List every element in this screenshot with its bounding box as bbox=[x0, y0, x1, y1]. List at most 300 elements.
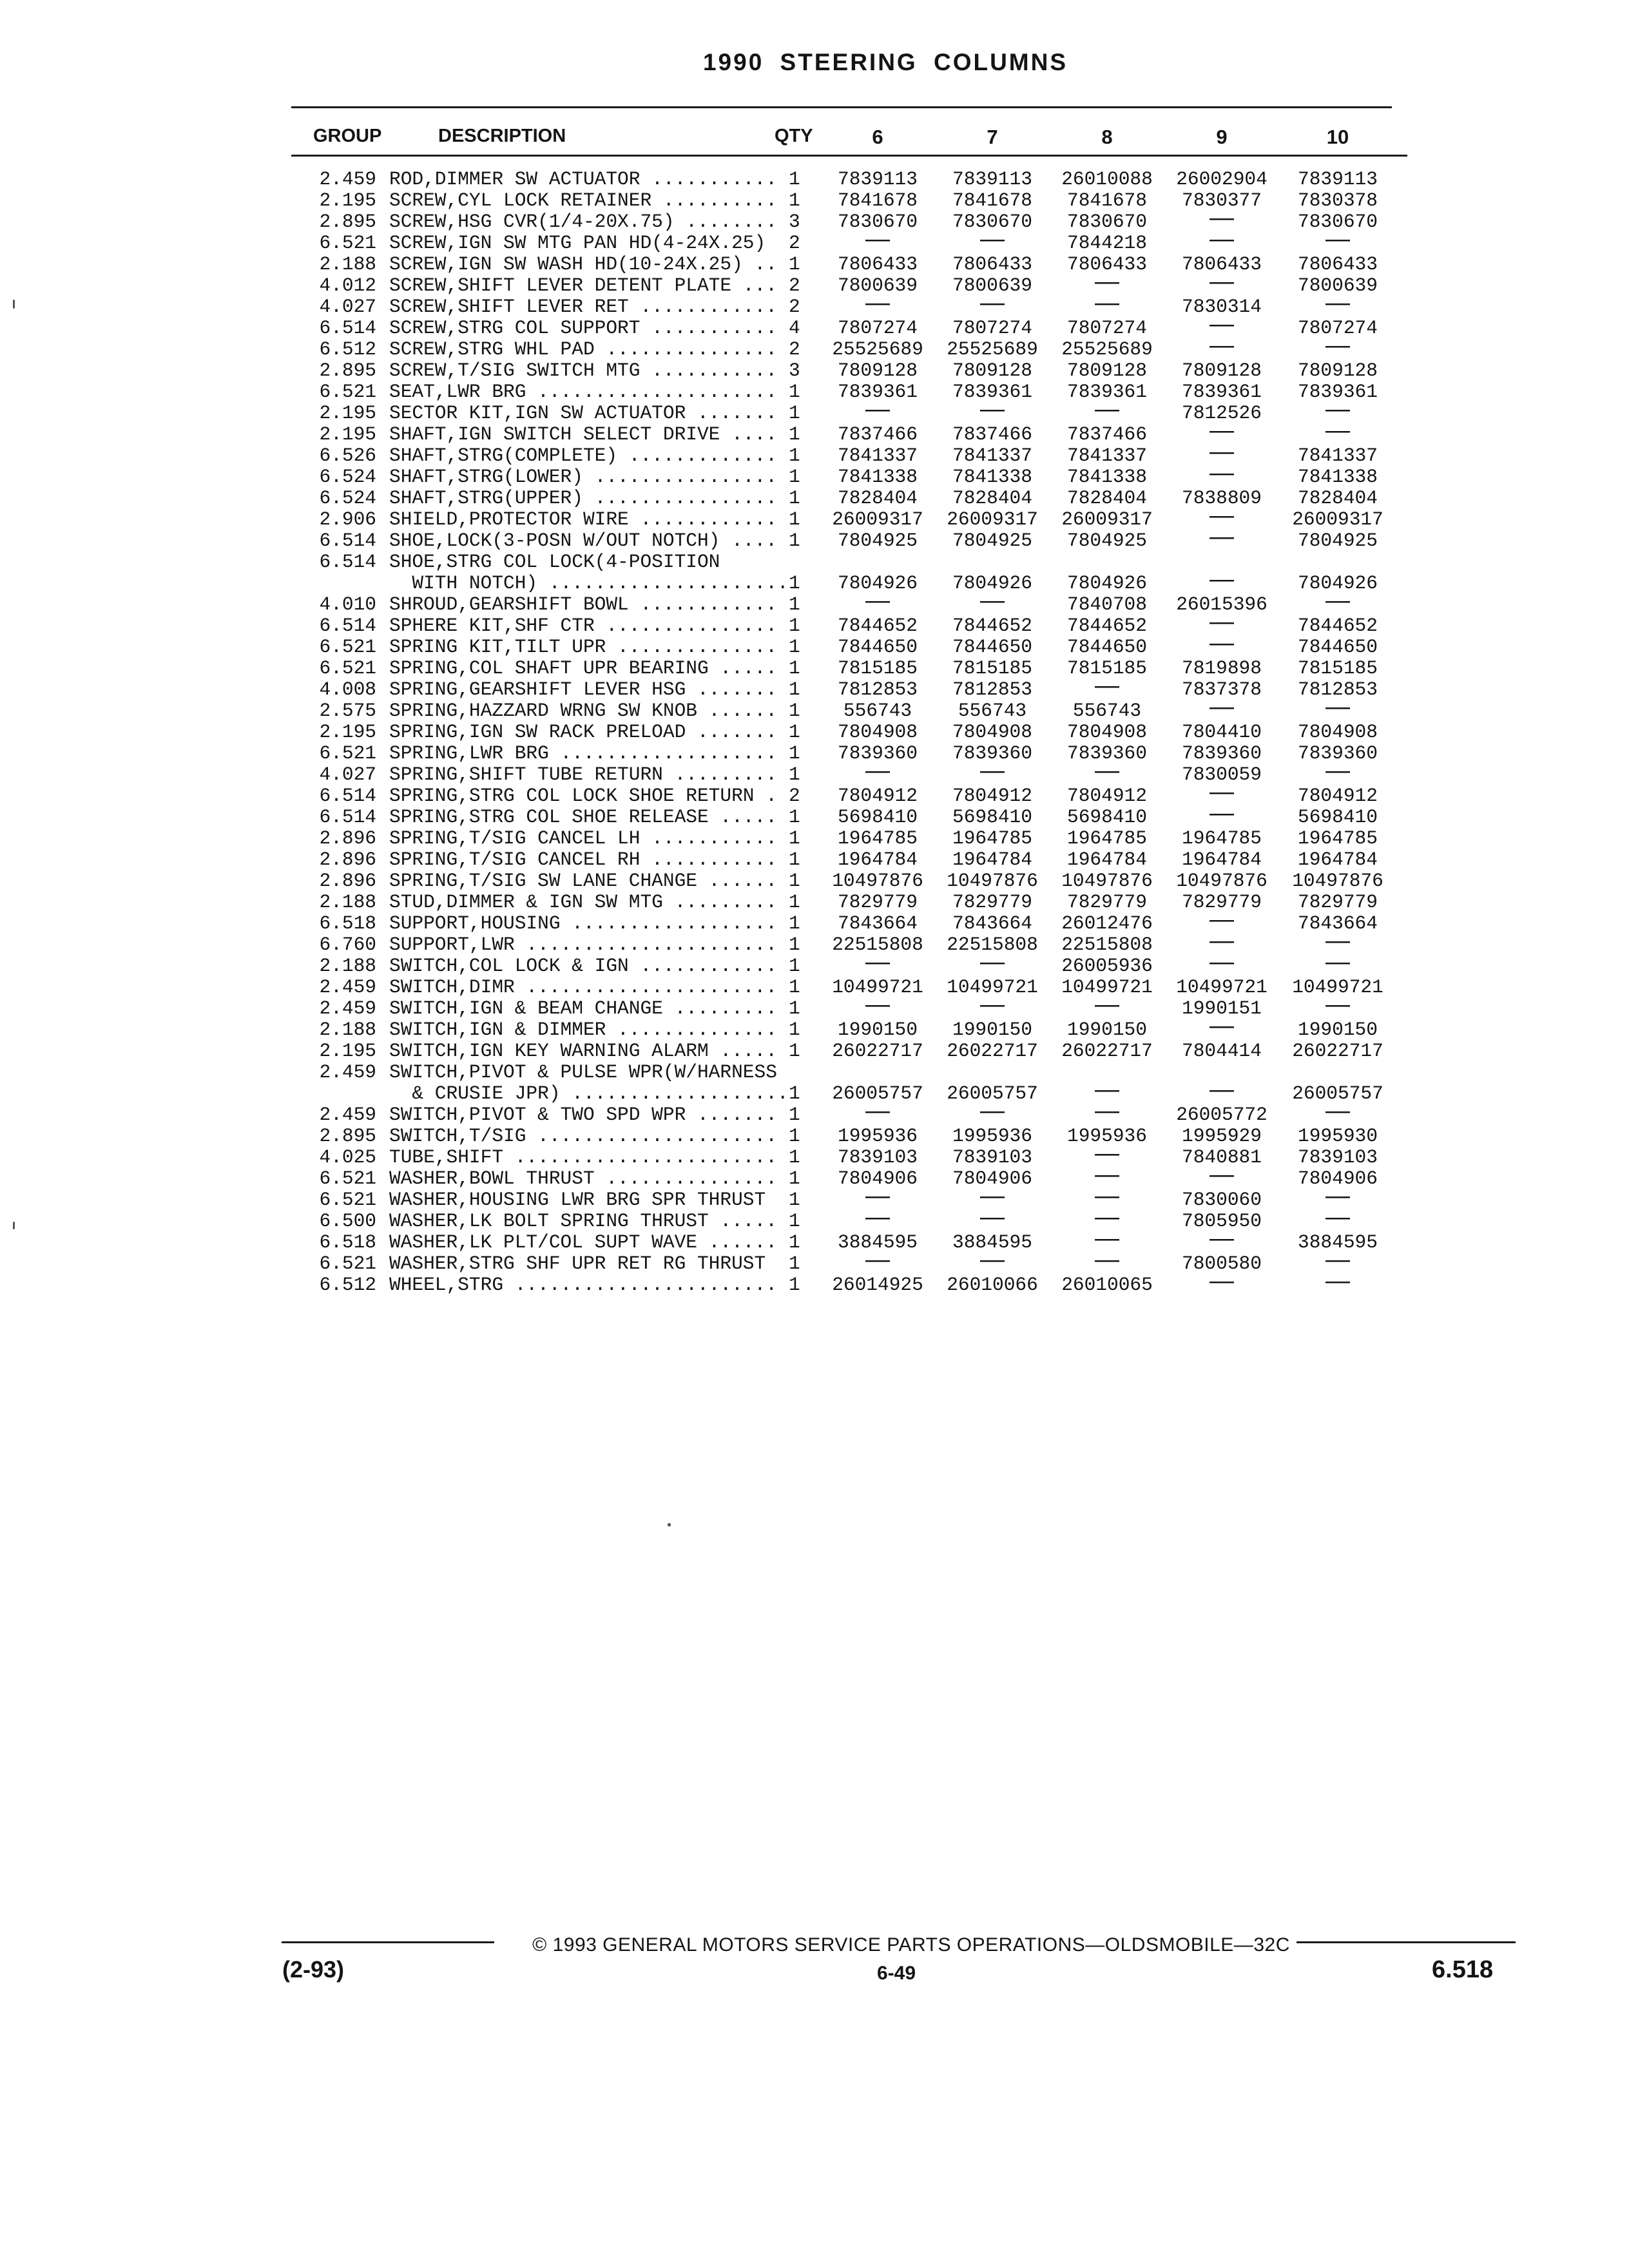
quantity: 1 bbox=[789, 508, 800, 530]
part-number-col-8: 7830670 bbox=[1067, 211, 1147, 233]
part-number-col-9: — bbox=[1210, 311, 1234, 338]
table-row bbox=[0, 1140, 1629, 1168]
group-number: 2.188 bbox=[319, 955, 376, 977]
part-number-col-7: 7837466 bbox=[952, 423, 1032, 445]
part-number-col-9: 7840881 bbox=[1182, 1146, 1262, 1168]
part-number-col-10: 7812853 bbox=[1298, 678, 1378, 700]
part-description: SWITCH,IGN KEY WARNING ALARM ..... bbox=[389, 1041, 777, 1062]
part-number-col-8: — bbox=[1095, 1161, 1119, 1188]
group-number: 6.512 bbox=[319, 338, 376, 360]
part-number-col-9: 7804410 bbox=[1182, 721, 1262, 743]
part-number-col-6: 7839113 bbox=[838, 168, 918, 190]
table-row bbox=[0, 552, 1629, 573]
part-number-col-10: — bbox=[1325, 693, 1350, 720]
table-row bbox=[0, 226, 1629, 254]
quantity: 1 bbox=[789, 1040, 800, 1062]
part-description: SCREW,T/SIG SWITCH MTG ........... bbox=[389, 360, 777, 381]
part-number-col-9: — bbox=[1210, 502, 1234, 529]
part-number-col-9: — bbox=[1210, 438, 1234, 465]
part-number-col-8: 7809128 bbox=[1067, 360, 1147, 381]
part-number-col-6: — bbox=[865, 396, 890, 423]
scan-speck bbox=[13, 300, 15, 309]
quantity: 1 bbox=[789, 678, 800, 700]
table-row bbox=[0, 658, 1629, 679]
page-title-text: 1990 STEERING COLUMNS bbox=[702, 49, 1068, 75]
part-number-col-8: 10499721 bbox=[1061, 976, 1153, 998]
group-number: 2.195 bbox=[319, 1040, 376, 1062]
part-number-col-8: 7804908 bbox=[1067, 721, 1147, 743]
part-number-col-10: 7804912 bbox=[1298, 785, 1378, 807]
part-number-col-7: — bbox=[980, 1097, 1005, 1124]
part-number-col-8: 7828404 bbox=[1067, 487, 1147, 509]
part-number-col-9: 7812526 bbox=[1182, 402, 1262, 424]
part-number-col-7: 7843664 bbox=[952, 912, 1032, 934]
part-number-col-7: 10497876 bbox=[947, 870, 1038, 892]
part-description: SPRING,SHIFT TUBE RETURN ......... bbox=[389, 764, 777, 785]
part-number-col-6: 7844650 bbox=[838, 636, 918, 658]
group-number: 2.895 bbox=[319, 1125, 376, 1147]
part-number-col-7: 10499721 bbox=[947, 976, 1038, 998]
quantity: 1 bbox=[789, 1189, 800, 1211]
part-number-col-6: 5698410 bbox=[838, 806, 918, 828]
part-number-col-6: 7837466 bbox=[838, 423, 918, 445]
table-row bbox=[0, 488, 1629, 509]
part-number-col-7: — bbox=[980, 948, 1005, 975]
group-number: 2.459 bbox=[319, 997, 376, 1019]
table-row bbox=[0, 800, 1629, 828]
group-number: 4.027 bbox=[319, 764, 376, 785]
quantity: 1 bbox=[789, 891, 800, 913]
part-number-col-7: — bbox=[980, 396, 1005, 423]
part-description: SHOE,LOCK(3-POSN W/OUT NOTCH) .... bbox=[389, 530, 777, 552]
part-number-col-7: 7806433 bbox=[952, 253, 1032, 275]
part-number-col-9: — bbox=[1210, 566, 1234, 593]
part-number-col-8: 7844652 bbox=[1067, 615, 1147, 637]
part-number-col-9: — bbox=[1210, 629, 1234, 657]
part-description: WHEEL,STRG ....................... bbox=[389, 1274, 777, 1296]
quantity: 1 bbox=[789, 402, 800, 424]
part-number-col-7: 7839113 bbox=[952, 168, 1032, 190]
part-number-col-8: 7841678 bbox=[1067, 189, 1147, 211]
part-number-col-10: 7841337 bbox=[1298, 445, 1378, 466]
part-number-col-7: 26022717 bbox=[947, 1040, 1038, 1062]
group-number: 4.008 bbox=[319, 678, 376, 700]
part-number-col-10: 26022717 bbox=[1292, 1040, 1383, 1062]
part-number-col-10: — bbox=[1325, 757, 1350, 784]
quantity: 1 bbox=[789, 827, 800, 849]
part-number-col-9: — bbox=[1210, 800, 1234, 827]
part-description: SCREW,HSG CVR(1/4-20X.75) ........ bbox=[389, 211, 777, 233]
group-number: 2.895 bbox=[319, 360, 376, 381]
part-number-col-7: 7804912 bbox=[952, 785, 1032, 807]
part-description: SWITCH,IGN & BEAM CHANGE ......... bbox=[389, 998, 777, 1019]
group-number: 6.514 bbox=[319, 551, 376, 573]
part-number-col-8: 10497876 bbox=[1061, 870, 1153, 892]
part-number-col-6: 1964784 bbox=[838, 849, 918, 870]
part-description: SECTOR KIT,IGN SW ACTUATOR ....... bbox=[389, 403, 777, 424]
group-number: 2.459 bbox=[319, 976, 376, 998]
part-number-col-6: 7804912 bbox=[838, 785, 918, 807]
part-description: SHAFT,STRG(UPPER) ................ bbox=[389, 488, 777, 509]
part-number-col-9: 1990151 bbox=[1182, 997, 1262, 1019]
part-number-col-7: 7828404 bbox=[952, 487, 1032, 509]
part-description: SPRING KIT,TILT UPR .............. bbox=[389, 637, 777, 658]
table-row bbox=[0, 1126, 1629, 1147]
quantity: 1 bbox=[789, 466, 800, 488]
part-number-col-7: — bbox=[980, 289, 1005, 316]
part-number-col-6: 7815185 bbox=[838, 657, 918, 679]
part-number-col-9: — bbox=[1210, 417, 1234, 444]
table-row bbox=[0, 381, 1629, 403]
part-description: SCREW,SHIFT LEVER RET ............ bbox=[389, 296, 777, 318]
part-number-col-10: 26009317 bbox=[1292, 508, 1383, 530]
group-number: 2.459 bbox=[319, 1104, 376, 1126]
part-number-col-8: 7839361 bbox=[1067, 381, 1147, 403]
group-number: 6.521 bbox=[319, 1189, 376, 1211]
group-number: 2.896 bbox=[319, 827, 376, 849]
part-number-col-8: — bbox=[1095, 1182, 1119, 1209]
table-row bbox=[0, 204, 1629, 233]
part-number-col-10: — bbox=[1325, 396, 1350, 423]
part-description: SHAFT,STRG(LOWER) ................ bbox=[389, 466, 777, 488]
scan-speck bbox=[13, 1222, 15, 1229]
part-number-col-6: 1964785 bbox=[838, 827, 918, 849]
table-row bbox=[0, 948, 1629, 977]
group-number: 6.521 bbox=[319, 657, 376, 679]
quantity: 1 bbox=[789, 912, 800, 934]
part-number-col-6: 3884595 bbox=[838, 1231, 918, 1253]
part-number-col-10: 7804926 bbox=[1298, 572, 1378, 594]
part-number-col-6: 7830670 bbox=[838, 211, 918, 233]
part-number-col-6: — bbox=[865, 757, 890, 784]
part-description: SCREW,STRG COL SUPPORT ........... bbox=[389, 318, 777, 339]
part-number-col-9: — bbox=[1210, 1267, 1234, 1294]
quantity: 1 bbox=[789, 1274, 800, 1296]
part-number-col-8: 7806433 bbox=[1067, 253, 1147, 275]
quantity: 1 bbox=[789, 572, 800, 594]
part-number-col-7: 7839103 bbox=[952, 1146, 1032, 1168]
part-number-col-7: — bbox=[980, 991, 1005, 1018]
part-description: WITH NOTCH) ..................... bbox=[389, 573, 789, 594]
part-number-col-9: 7806433 bbox=[1182, 253, 1262, 275]
part-number-col-8: 26010088 bbox=[1061, 168, 1153, 190]
part-number-col-9: — bbox=[1210, 778, 1234, 805]
table-row bbox=[0, 1062, 1629, 1083]
table-row bbox=[0, 977, 1629, 998]
part-number-col-6: — bbox=[865, 1246, 890, 1273]
part-number-col-6: 7809128 bbox=[838, 360, 918, 381]
part-description: SHAFT,STRG(COMPLETE) ............. bbox=[389, 445, 777, 466]
table-row bbox=[0, 438, 1629, 466]
part-number-col-10: — bbox=[1325, 587, 1350, 614]
part-description: WASHER,STRG SHF UPR RET RG THRUST bbox=[389, 1253, 766, 1274]
part-number-col-8: 26010065 bbox=[1061, 1274, 1153, 1296]
group-number: 2.459 bbox=[319, 1061, 376, 1083]
table-row bbox=[0, 849, 1629, 870]
group-number: 2.195 bbox=[319, 721, 376, 743]
part-number-col-7: 7829779 bbox=[952, 891, 1032, 913]
group-number: 6.521 bbox=[319, 381, 376, 403]
part-number-col-10: 7839361 bbox=[1298, 381, 1378, 403]
part-number-col-9: 7830314 bbox=[1182, 296, 1262, 318]
part-number-col-8: 556743 bbox=[1072, 700, 1142, 722]
group-number: 6.524 bbox=[319, 487, 376, 509]
group-number: 4.010 bbox=[319, 593, 376, 615]
quantity: 2 bbox=[789, 232, 800, 254]
part-description: SWITCH,PIVOT & PULSE WPR(W/HARNESS bbox=[389, 1062, 777, 1083]
quantity: 1 bbox=[789, 445, 800, 466]
quantity: 1 bbox=[789, 806, 800, 828]
part-number-col-9: 7839361 bbox=[1182, 381, 1262, 403]
part-number-col-10: 7804906 bbox=[1298, 1168, 1378, 1189]
part-number-col-8: — bbox=[1095, 396, 1119, 423]
part-number-col-9: 1964785 bbox=[1182, 827, 1262, 849]
part-number-col-9: — bbox=[1210, 948, 1234, 975]
quantity: 1 bbox=[789, 1146, 800, 1168]
quantity: 1 bbox=[789, 381, 800, 403]
quantity: 1 bbox=[789, 955, 800, 977]
part-number-col-6: 25525689 bbox=[832, 338, 923, 360]
part-number-col-6: 26014925 bbox=[832, 1274, 923, 1296]
part-number-col-8: 1990150 bbox=[1067, 1019, 1147, 1041]
part-description: SCREW,STRG WHL PAD ............... bbox=[389, 339, 777, 360]
part-number-col-6: 7800639 bbox=[838, 274, 918, 296]
part-number-col-9: 7830059 bbox=[1182, 764, 1262, 785]
quantity: 1 bbox=[789, 700, 800, 722]
part-number-col-7: 1995936 bbox=[952, 1125, 1032, 1147]
part-number-col-9: 1995929 bbox=[1182, 1125, 1262, 1147]
table-row bbox=[0, 1041, 1629, 1062]
part-number-col-9: 7805950 bbox=[1182, 1210, 1262, 1232]
part-number-col-9: 26002904 bbox=[1176, 168, 1268, 190]
group-number: 6.524 bbox=[319, 466, 376, 488]
group-number: 6.514 bbox=[319, 615, 376, 637]
part-number-col-7: 5698410 bbox=[952, 806, 1032, 828]
group-number: 6.518 bbox=[319, 912, 376, 934]
part-description: SPRING,IGN SW RACK PRELOAD ....... bbox=[389, 722, 777, 743]
page-title bbox=[0, 49, 1629, 76]
part-description: WASHER,LK BOLT SPRING THRUST ..... bbox=[389, 1211, 777, 1232]
group-number: 6.521 bbox=[319, 1168, 376, 1189]
group-number: 6.521 bbox=[319, 1253, 376, 1274]
part-number-col-10: 7830670 bbox=[1298, 211, 1378, 233]
group-number: 2.188 bbox=[319, 253, 376, 275]
part-number-col-8: 7815185 bbox=[1067, 657, 1147, 679]
header-col-9: 9 bbox=[1216, 126, 1228, 148]
part-description: STUD,DIMMER & IGN SW MTG ......... bbox=[389, 892, 777, 913]
header-group: GROUP bbox=[313, 126, 382, 146]
part-number-col-7: 7839360 bbox=[952, 742, 1032, 764]
part-number-col-7: — bbox=[980, 1182, 1005, 1209]
group-number: 2.188 bbox=[319, 1019, 376, 1041]
part-description: SPRING,GEARSHIFT LEVER HSG ....... bbox=[389, 679, 777, 700]
part-number-col-6: 1995936 bbox=[838, 1125, 918, 1147]
header-top-rule bbox=[291, 106, 1392, 108]
group-number: 4.027 bbox=[319, 296, 376, 318]
part-number-col-10: — bbox=[1325, 1246, 1350, 1273]
table-row bbox=[0, 1012, 1629, 1041]
quantity: 2 bbox=[789, 274, 800, 296]
part-number-col-6: — bbox=[865, 1097, 890, 1124]
table-row bbox=[0, 722, 1629, 743]
part-number-col-10: — bbox=[1325, 948, 1350, 975]
part-number-col-9: — bbox=[1210, 1076, 1234, 1103]
table-row bbox=[0, 190, 1629, 211]
table-row bbox=[0, 927, 1629, 956]
quantity: 1 bbox=[789, 764, 800, 785]
part-number-col-6: 7806433 bbox=[838, 253, 918, 275]
table-row bbox=[0, 332, 1629, 360]
part-number-col-10: — bbox=[1325, 1267, 1350, 1294]
part-number-col-6: 7812853 bbox=[838, 678, 918, 700]
part-description: SPHERE KIT,SHF CTR ............... bbox=[389, 615, 777, 637]
part-number-col-8: 7841338 bbox=[1067, 466, 1147, 488]
part-number-col-8: — bbox=[1095, 1225, 1119, 1252]
part-number-col-6: — bbox=[865, 948, 890, 975]
table-row bbox=[0, 906, 1629, 934]
group-number: 2.896 bbox=[319, 870, 376, 892]
part-number-col-10: — bbox=[1325, 1182, 1350, 1209]
table-row bbox=[0, 254, 1629, 275]
part-description: SHAFT,IGN SWITCH SELECT DRIVE .... bbox=[389, 424, 777, 445]
footer-date: (2-93) bbox=[282, 1956, 345, 1983]
part-number-col-9: 26015396 bbox=[1176, 593, 1268, 615]
part-number-col-6: 7828404 bbox=[838, 487, 918, 509]
part-number-col-10: 7841338 bbox=[1298, 466, 1378, 488]
part-number-col-8: 7839360 bbox=[1067, 742, 1147, 764]
header-bottom-rule bbox=[291, 155, 1407, 157]
part-description: SUPPORT,LWR ...................... bbox=[389, 934, 777, 956]
group-number: 4.025 bbox=[319, 1146, 376, 1168]
group-number: 6.526 bbox=[319, 445, 376, 466]
part-description: SHOE,STRG COL LOCK(4-POSITION bbox=[389, 552, 720, 573]
part-number-col-6: — bbox=[865, 991, 890, 1018]
quantity: 3 bbox=[789, 211, 800, 233]
part-number-col-7: 7809128 bbox=[952, 360, 1032, 381]
part-number-col-9: — bbox=[1210, 906, 1234, 933]
part-number-col-8: — bbox=[1095, 268, 1119, 295]
group-number: 2.195 bbox=[319, 423, 376, 445]
part-number-col-7: 7804908 bbox=[952, 721, 1032, 743]
quantity: 1 bbox=[789, 253, 800, 275]
group-number: 6.760 bbox=[319, 934, 376, 956]
part-number-col-6: 7844652 bbox=[838, 615, 918, 637]
part-description: SWITCH,DIMR ...................... bbox=[389, 977, 777, 998]
part-number-col-9: 7804414 bbox=[1182, 1040, 1262, 1062]
table-row bbox=[0, 417, 1629, 445]
table-row bbox=[0, 672, 1629, 700]
table-row bbox=[0, 1204, 1629, 1232]
quantity: 1 bbox=[789, 1019, 800, 1041]
part-number-col-8: 26009317 bbox=[1061, 508, 1153, 530]
part-number-col-8: 7841337 bbox=[1067, 445, 1147, 466]
part-number-col-7: — bbox=[980, 1246, 1005, 1273]
part-number-col-6: 7841338 bbox=[838, 466, 918, 488]
table-row bbox=[0, 1182, 1629, 1211]
part-number-col-10: 7839113 bbox=[1298, 168, 1378, 190]
quantity: 1 bbox=[789, 423, 800, 445]
part-description: SPRING,LWR BRG ................... bbox=[389, 743, 777, 764]
part-number-col-9: 7830377 bbox=[1182, 189, 1262, 211]
table-row bbox=[0, 1225, 1629, 1253]
quantity: 1 bbox=[789, 189, 800, 211]
part-number-col-9: 7837378 bbox=[1182, 678, 1262, 700]
part-number-col-8: — bbox=[1095, 1140, 1119, 1167]
part-number-col-9: — bbox=[1210, 459, 1234, 486]
part-number-col-7: 7841337 bbox=[952, 445, 1032, 466]
part-description: SHROUD,GEARSHIFT BOWL ............ bbox=[389, 594, 777, 615]
part-number-col-10: 1990150 bbox=[1298, 1019, 1378, 1041]
part-number-col-10: 7804925 bbox=[1298, 530, 1378, 552]
table-row bbox=[0, 502, 1629, 530]
part-number-col-10: 1995930 bbox=[1298, 1125, 1378, 1147]
group-number: 6.500 bbox=[319, 1210, 376, 1232]
table-row bbox=[0, 360, 1629, 381]
header-col-10: 10 bbox=[1326, 126, 1349, 148]
part-number-col-8: 7804925 bbox=[1067, 530, 1147, 552]
group-number: 2.459 bbox=[319, 168, 376, 190]
part-description: WASHER,BOWL THRUST ............... bbox=[389, 1168, 777, 1189]
quantity: 1 bbox=[789, 1253, 800, 1274]
header-qty: QTY bbox=[775, 126, 813, 146]
scan-speck bbox=[668, 1523, 671, 1526]
group-number: 2.896 bbox=[319, 849, 376, 870]
part-number-col-9: 7829779 bbox=[1182, 891, 1262, 913]
table-row bbox=[0, 268, 1629, 296]
part-number-col-10: 7829779 bbox=[1298, 891, 1378, 913]
part-number-col-8: 7844218 bbox=[1067, 232, 1147, 254]
part-number-col-7: 26010066 bbox=[947, 1274, 1038, 1296]
footer-section-number: 6.518 bbox=[1432, 1956, 1494, 1983]
table-row bbox=[0, 870, 1629, 892]
part-description: SPRING,T/SIG SW LANE CHANGE ...... bbox=[389, 870, 777, 892]
part-number-col-6: 7804906 bbox=[838, 1168, 918, 1189]
part-number-col-9: — bbox=[1210, 204, 1234, 231]
quantity: 3 bbox=[789, 360, 800, 381]
part-number-col-6: — bbox=[865, 1204, 890, 1231]
part-number-col-9: 7809128 bbox=[1182, 360, 1262, 381]
part-number-col-10: 26005757 bbox=[1292, 1082, 1383, 1104]
part-number-col-10: 7809128 bbox=[1298, 360, 1378, 381]
part-number-col-7: 1964784 bbox=[952, 849, 1032, 870]
part-number-col-8: 7844650 bbox=[1067, 636, 1147, 658]
part-number-col-6: 26009317 bbox=[832, 508, 923, 530]
group-number: 2.195 bbox=[319, 189, 376, 211]
part-number-col-6: 556743 bbox=[843, 700, 912, 722]
part-number-col-9: 7839360 bbox=[1182, 742, 1262, 764]
part-number-col-6: 7843664 bbox=[838, 912, 918, 934]
part-number-col-7: 7844652 bbox=[952, 615, 1032, 637]
part-number-col-6: 10497876 bbox=[832, 870, 923, 892]
part-description: SPRING,HAZZARD WRNG SW KNOB ...... bbox=[389, 700, 777, 722]
parts-table bbox=[0, 169, 1629, 1296]
quantity: 2 bbox=[789, 785, 800, 807]
part-number-col-10: 1964785 bbox=[1298, 827, 1378, 849]
part-number-col-9: — bbox=[1210, 1225, 1234, 1252]
part-number-col-6: — bbox=[865, 226, 890, 253]
quantity: 1 bbox=[789, 934, 800, 956]
part-number-col-7: — bbox=[980, 1204, 1005, 1231]
table-row bbox=[0, 743, 1629, 764]
part-number-col-9: — bbox=[1210, 927, 1234, 954]
part-number-col-10: — bbox=[1325, 991, 1350, 1018]
group-number: 6.514 bbox=[319, 806, 376, 828]
table-row bbox=[0, 311, 1629, 339]
footer-page-number: 6-49 bbox=[877, 1963, 916, 1984]
part-number-col-7: — bbox=[980, 226, 1005, 253]
part-description: SCREW,CYL LOCK RETAINER .......... bbox=[389, 190, 777, 211]
part-description: SWITCH,COL LOCK & IGN ............ bbox=[389, 956, 777, 977]
